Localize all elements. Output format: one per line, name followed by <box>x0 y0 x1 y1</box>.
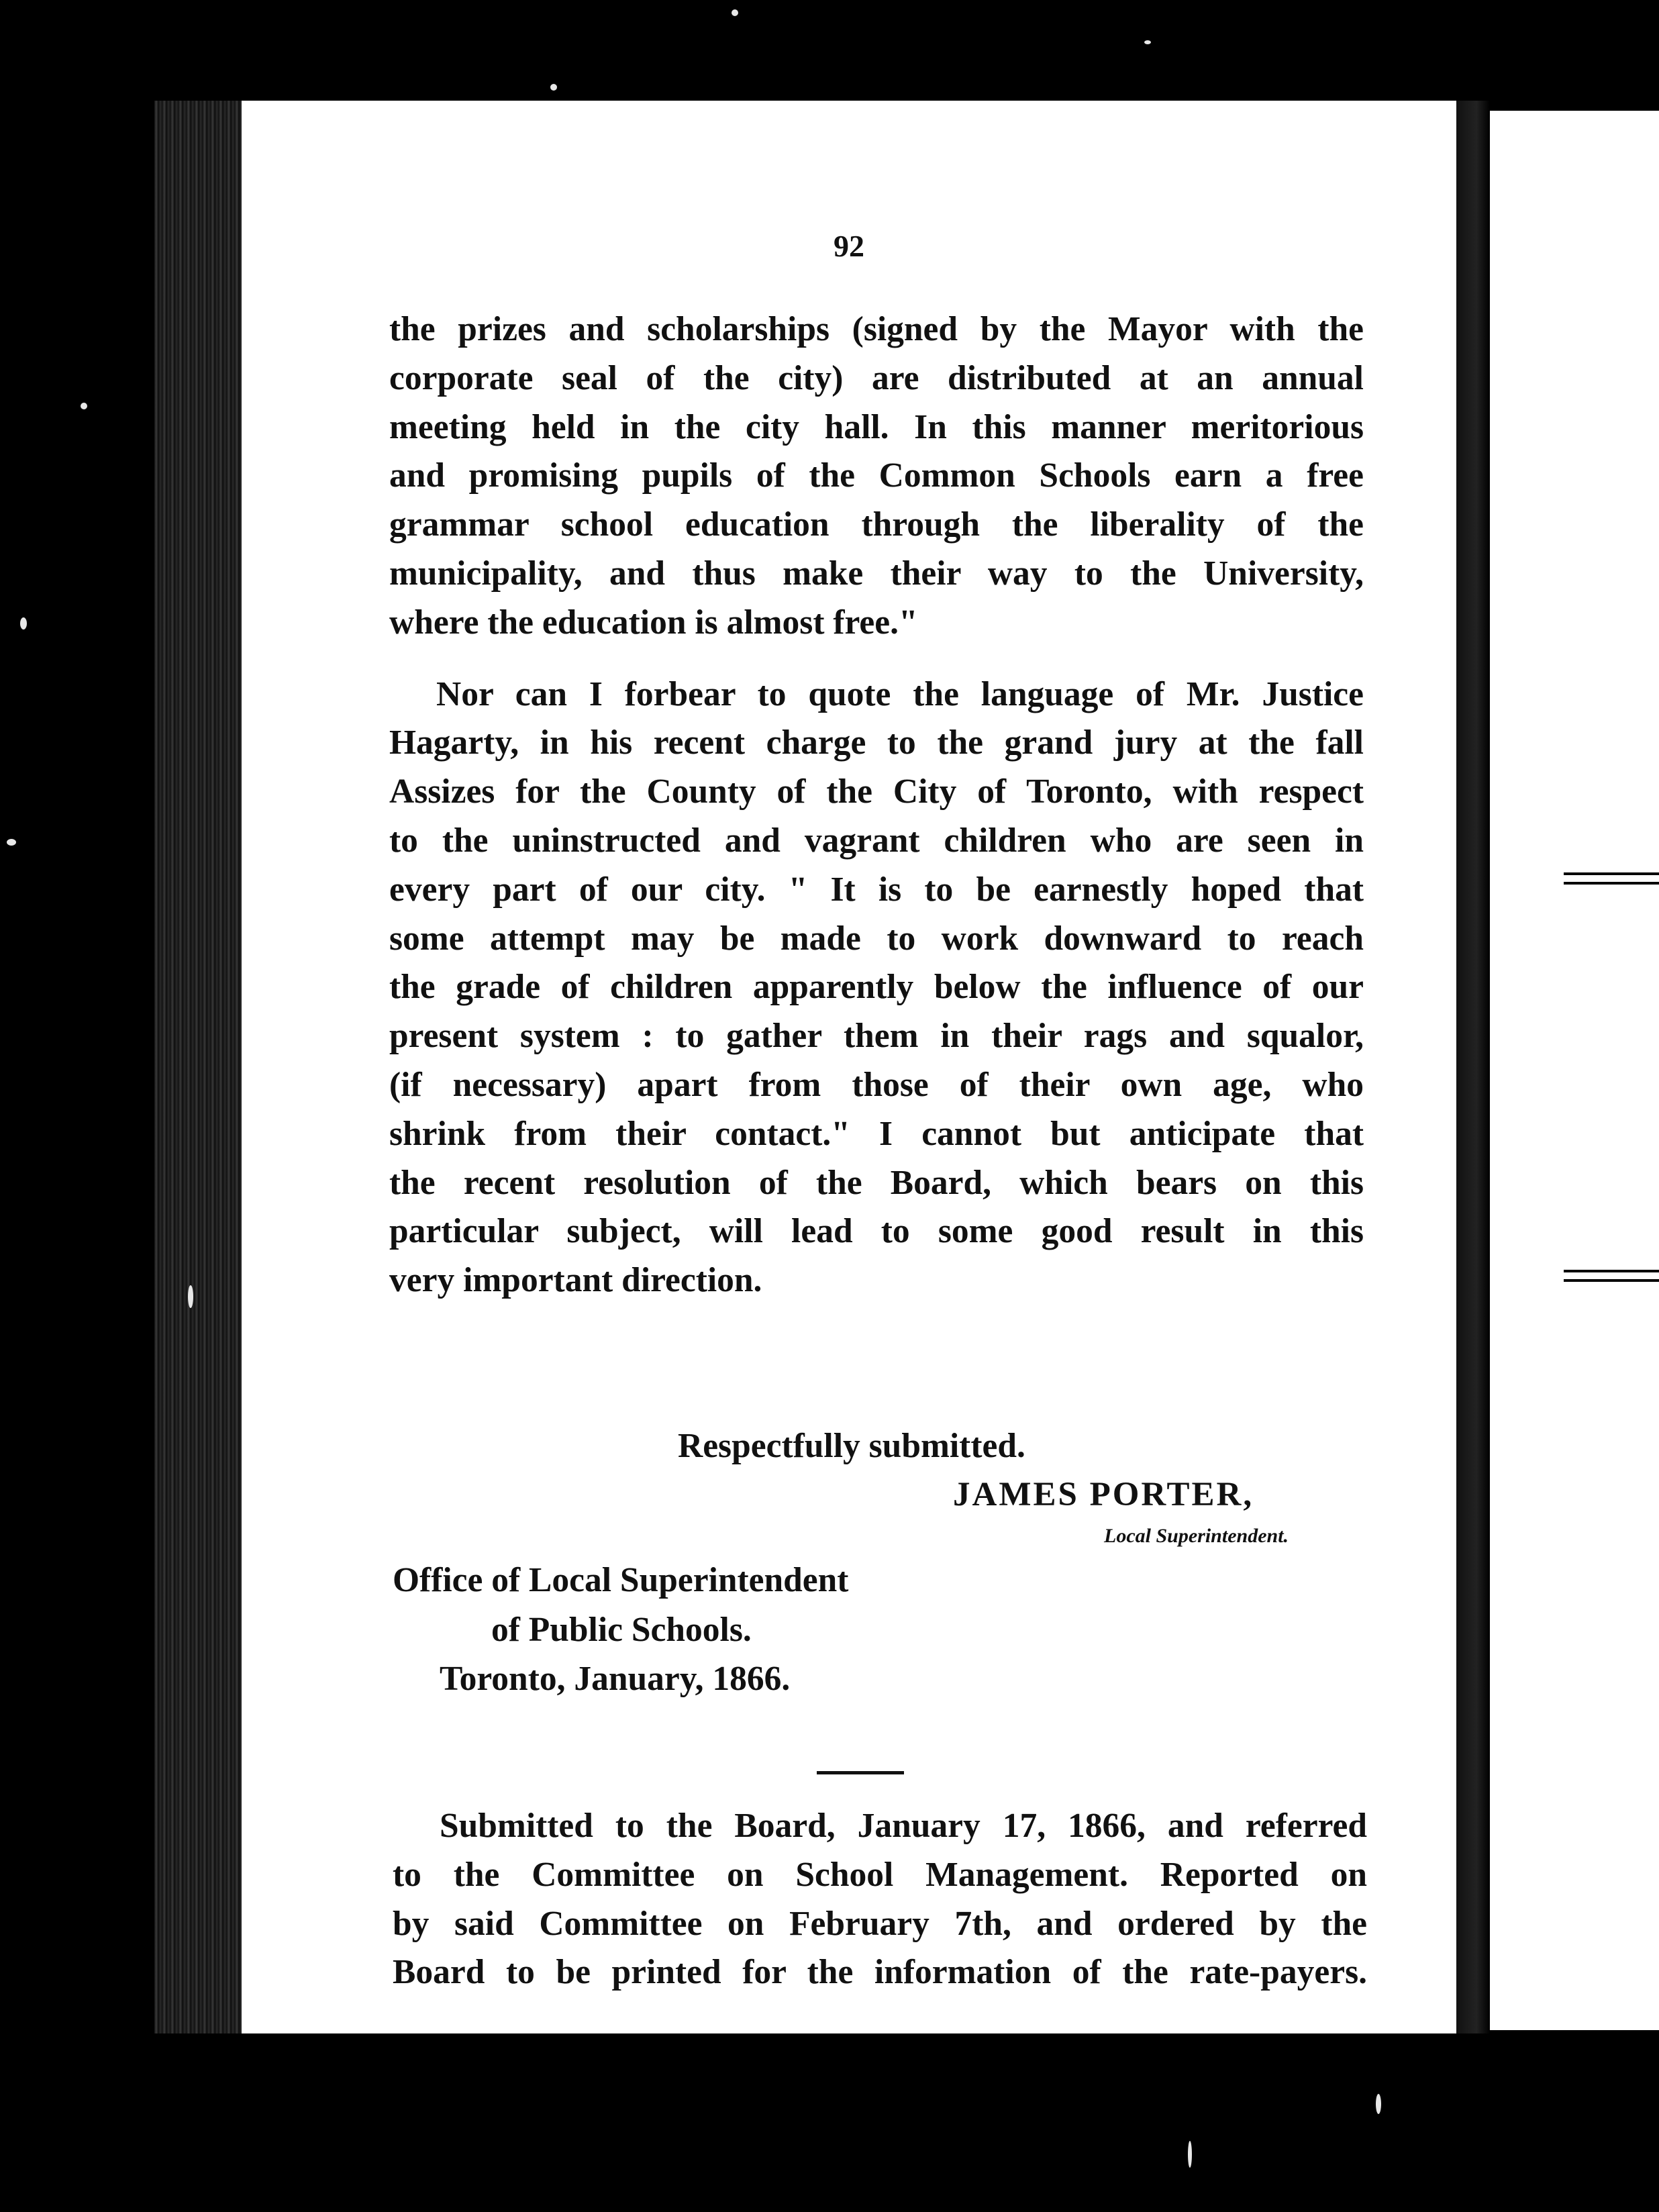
page-number: 92 <box>834 229 864 263</box>
scan-speck <box>188 1285 193 1308</box>
office-line-2: of Public Schools. <box>491 1611 752 1649</box>
text-line: to the Committee on School Management. Reported on <box>393 1855 1367 1894</box>
text-line: grammar school education through the liberality of the <box>389 505 1364 544</box>
paragraph-1 <box>389 305 1364 648</box>
signer-name: JAMES PORTER, <box>953 1476 1254 1513</box>
adjacent-page-rule <box>1564 1270 1659 1272</box>
text-line: Submitted to the Board, January 17, 1866, and referred <box>440 1807 1367 1845</box>
text-line: municipality, and thus make their way to the University, <box>389 554 1364 593</box>
scan-speck <box>81 403 87 409</box>
scan-speck <box>550 84 557 91</box>
respectfully-submitted: Respectfully submitted. <box>678 1427 1025 1465</box>
text-line: to the uninstructed and vagrant children who are seen in <box>389 821 1364 860</box>
text-line: (if necessary) apart from those of their own age, who <box>389 1065 1364 1104</box>
text-line: by said Committee on February 7th, and ordered by the <box>393 1904 1367 1943</box>
text-line: the recent resolution of the Board, which bears on this <box>389 1163 1364 1202</box>
book-page <box>242 101 1456 2033</box>
text-line: the prizes and scholarships (signed by the Mayor with the <box>389 310 1364 348</box>
scan-speck <box>20 617 27 630</box>
paragraph-2 <box>389 670 1364 1305</box>
section-divider <box>817 1771 904 1774</box>
adjacent-page-rule <box>1564 872 1659 875</box>
office-line-1: Office of Local Superintendent <box>393 1561 849 1599</box>
place-date: Toronto, January, 1866. <box>440 1660 791 1698</box>
book-gutter <box>154 101 242 2033</box>
page-edge-shadow <box>1456 101 1490 2033</box>
text-line: corporate seal of the city) are distributed at an annual <box>389 358 1364 397</box>
signer-title: Local Superintendent. <box>1104 1525 1289 1547</box>
text-line: Hagarty, in his recent charge to the grand jury at the fall <box>389 723 1364 762</box>
text-line: and promising pupils of the Common Schools earn a free <box>389 456 1364 495</box>
main-text <box>389 305 1364 1305</box>
text-line: very important direction. <box>389 1261 762 1300</box>
adjacent-page-rule <box>1564 1279 1659 1282</box>
adjacent-page-rule <box>1564 882 1659 885</box>
text-line: present system : to gather them in their rags and squalor, <box>389 1017 1364 1056</box>
scan-speck <box>1376 2094 1381 2114</box>
text-line: some attempt may be made to work downward to reach <box>389 919 1364 958</box>
scan-speck <box>1188 2141 1192 2168</box>
text-line: meeting held in the city hall. In this manner meritorious <box>389 407 1364 446</box>
text-line: Board to be printed for the information of the rate-payers. <box>393 1953 1367 1992</box>
text-line: where the education is almost free." <box>389 603 918 642</box>
paragraph-gap <box>389 648 1364 670</box>
text-line: Assizes for the County of the City of Toronto, with respect <box>389 772 1364 811</box>
scan-speck <box>732 9 738 16</box>
scan-speck <box>1144 40 1151 44</box>
text-line: shrink from their contact." I cannot but anticipate that <box>389 1114 1364 1153</box>
adjacent-page <box>1490 111 1659 2030</box>
text-line: Nor can I forbear to quote the language of Mr. Justice <box>436 674 1364 713</box>
scan-speck <box>7 839 16 846</box>
text-line: every part of our city. " It is to be earnestly hoped that <box>389 870 1364 909</box>
text-line: particular subject, will lead to some good result in this <box>389 1212 1364 1251</box>
footer-note <box>393 1802 1367 1997</box>
text-line: the grade of children apparently below the influence of our <box>389 968 1364 1007</box>
